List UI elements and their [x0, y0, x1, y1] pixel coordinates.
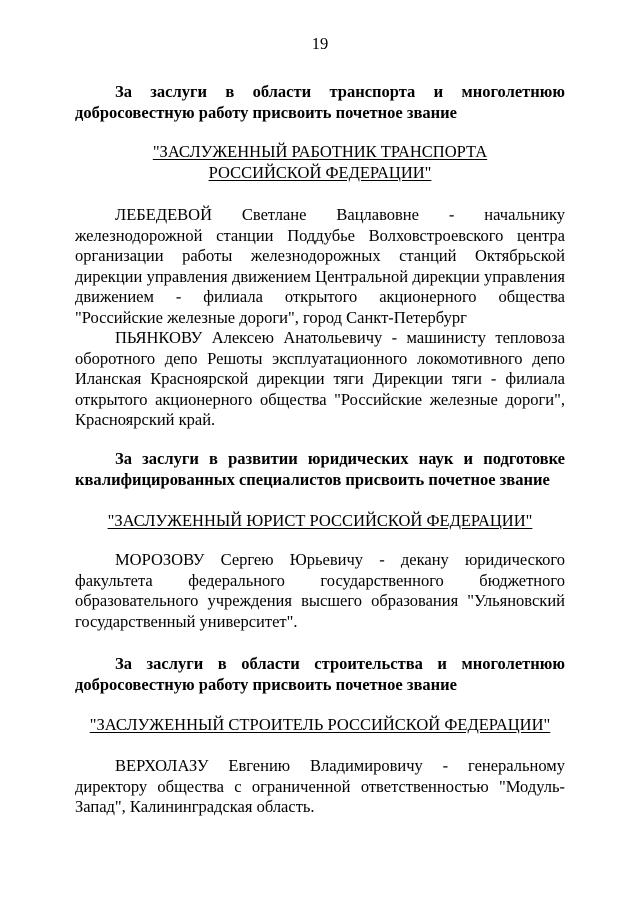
- award-title-transport-line-2: РОССИЙСКОЙ ФЕДЕРАЦИИ": [208, 163, 432, 182]
- section-builder-intro: [75, 654, 565, 695]
- award-entry-lebedeva: ЛЕБЕДЕВОЙ Светлане Вацлавовне - начальнику железнодорожной станции Поддубье Волховстроевского центра организации работы железнодорожных станций Октябрьской дирекции управления движением Центральной дирекции управления движением - филиала открытого акционерного общества "Российские железные дороги", город Санкт-Петербург: [75, 205, 565, 327]
- section-lawyer-intro: [75, 449, 565, 490]
- award-title-transport-line-1: "ЗАСЛУЖЕННЫЙ РАБОТНИК ТРАНСПОРТА: [152, 142, 488, 161]
- page-number: 19: [311, 34, 329, 53]
- intro-text: За заслуги в развитии юридических наук и подготовке квалифицированных специалистов присвоить почетное звание: [75, 449, 565, 489]
- award-entry-verkholaz: ВЕРХОЛАЗУ Евгению Владимировичу - генеральному директору общества с ограниченной ответственностью "Модуль-Запад", Калининградская область.: [75, 756, 565, 816]
- section-lawyer-entries: [75, 550, 565, 632]
- award-title-builder: "ЗАСЛУЖЕННЫЙ СТРОИТЕЛЬ РОССИЙСКОЙ ФЕДЕРАЦИИ": [89, 715, 551, 734]
- award-entry-morozov: МОРОЗОВУ Сергею Юрьевичу - декану юридического факультета федерального государственного бюджетного образовательного учреждения высшего образования "Ульяновский государственный университет".: [75, 550, 565, 631]
- award-title-lawyer: "ЗАСЛУЖЕННЫЙ ЮРИСТ РОССИЙСКОЙ ФЕДЕРАЦИИ": [107, 511, 533, 530]
- section-builder-entries: [75, 756, 565, 818]
- section-transport-entries: [75, 205, 565, 431]
- section-transport-intro: [75, 82, 565, 123]
- intro-text: За заслуги в области транспорта и многолетнюю добросовестную работу присвоить почетное звание: [75, 82, 565, 122]
- intro-text: За заслуги в области строительства и многолетнюю добросовестную работу присвоить почетное звание: [75, 654, 565, 694]
- award-entry-pyankov: ПЬЯНКОВУ Алексею Анатольевичу - машинисту тепловоза оборотного депо Решоты эксплуатационного локомотивного депо Иланская Красноярской дирекции тяги Дирекции тяги - филиала открытого акционерного общества "Российские железные дороги", Красноярский край.: [75, 328, 565, 429]
